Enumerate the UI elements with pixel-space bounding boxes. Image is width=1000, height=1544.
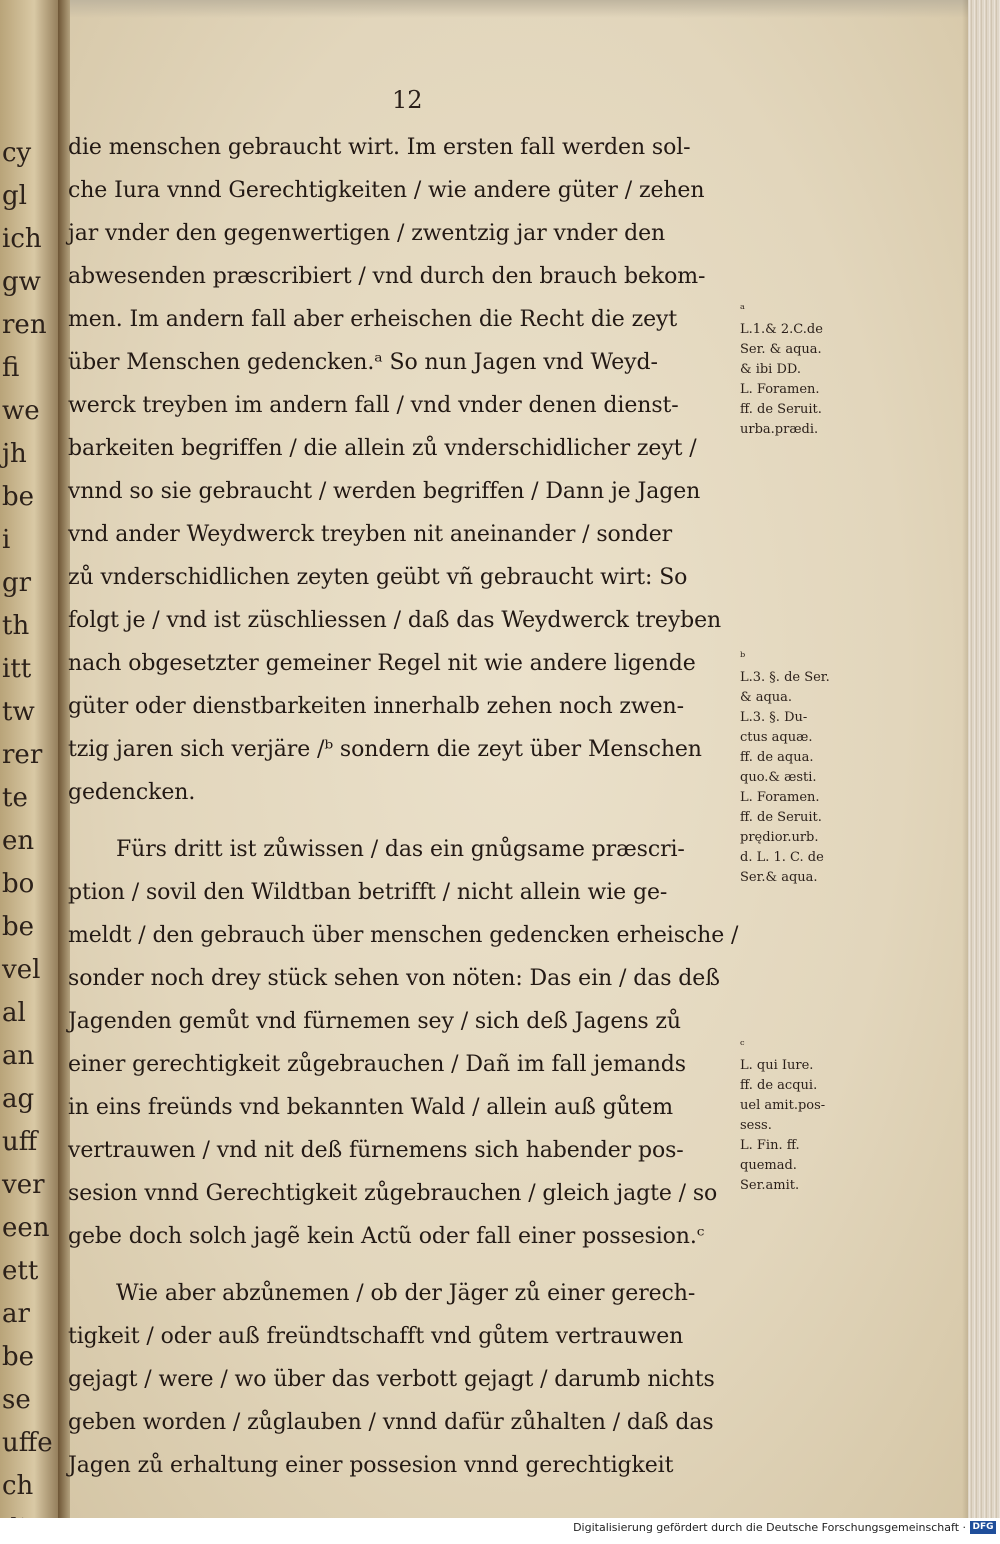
previous-page-edge xyxy=(0,0,62,1518)
previous-page-fragment: al xyxy=(2,998,26,1028)
text-line: Fürs dritt ist zůwissen / das ein gnůgsame præscri- xyxy=(116,837,685,862)
margin-citation-line: ᵃ xyxy=(740,302,746,317)
margin-citation-line: & ibi DD. xyxy=(740,362,801,377)
text-line: in eins freünds vnd bekannten Wald / allein auß gůtem xyxy=(68,1095,674,1120)
margin-citation-line: ff. de aqua. xyxy=(740,750,814,765)
previous-page-fragment: jh xyxy=(2,439,27,469)
margin-citation xyxy=(740,648,850,888)
text-line: jar vnder den gegenwertigen / zwentzig jar vnder den xyxy=(68,221,666,246)
funding-credit: Digitalisierung gefördert durch die Deutsche Forschungsgemeinschaft · xyxy=(573,1521,966,1534)
text-line: Jagen zů erhaltung einer possesion vnnd gerechtigkeit xyxy=(68,1453,674,1478)
previous-page-fragment: rer xyxy=(2,740,43,770)
margin-citation-line: ff. de Seruit. xyxy=(740,402,822,417)
text-line: tigkeit / oder auß freündtschafft vnd gůtem vertrauwen xyxy=(68,1324,684,1349)
margin-citation-line: Ser. & aqua. xyxy=(740,342,822,357)
margin-citation-line: L. Fin. ff. xyxy=(740,1138,800,1153)
previous-page-fragment: tw xyxy=(2,697,35,727)
text-line: men. Im andern fall aber erheischen die Recht die zeyt xyxy=(68,307,678,332)
margin-citation-line: sess. xyxy=(740,1118,772,1133)
margin-citation-line: L. Foramen. xyxy=(740,382,820,397)
text-line: nach obgesetzter gemeiner Regel nit wie andere ligende xyxy=(68,651,696,676)
previous-page-fragment: th xyxy=(2,611,30,641)
previous-page-fragment: gr xyxy=(2,568,32,598)
body-text xyxy=(68,126,738,1487)
previous-page-fragment: fi xyxy=(2,353,20,383)
margin-citation xyxy=(740,300,850,440)
text-line: meldt / den gebrauch über menschen gedencken erheische / xyxy=(68,923,739,948)
page-block-edge xyxy=(968,0,1000,1518)
margin-citation-line: L. qui Iure. xyxy=(740,1058,814,1073)
previous-page-fragment: be xyxy=(2,912,35,942)
dfg-logo-icon: DFG xyxy=(970,1521,996,1534)
digitization-footer xyxy=(0,1518,1000,1538)
margin-citation-line: ctus aquæ. xyxy=(740,730,813,745)
margin-citation-line: ff. de acqui. xyxy=(740,1078,818,1093)
text-line: gebe doch solch jagẽ kein Actũ oder fall einer possesion.ᶜ xyxy=(68,1224,705,1249)
text-line: zů vnderschidlichen zeyten geübt vñ gebraucht wirt: So xyxy=(68,565,688,590)
previous-page-fragment: een xyxy=(2,1213,50,1243)
margin-citation-line: Ser.& aqua. xyxy=(740,870,818,885)
previous-page-fragment: we xyxy=(2,396,40,426)
text-line: einer gerechtigkeit zůgebrauchen / Dañ im fall jemands xyxy=(68,1052,686,1077)
text-line: gejagt / were / wo über das verbott gejagt / darumb nichts xyxy=(68,1367,715,1392)
text-line: folgt je / vnd ist züschliessen / daß das Weydwerck treyben xyxy=(68,608,722,633)
text-line: güter oder dienstbarkeiten innerhalb zehen noch zwen- xyxy=(68,694,684,719)
text-line: Jagenden gemůt vnd fürnemen sey / sich deß Jagens zů xyxy=(68,1009,681,1034)
margin-citation-line: quemad. xyxy=(740,1158,797,1173)
previous-page-fragment: vel xyxy=(2,955,41,985)
margin-citation-line: quo.& æsti. xyxy=(740,770,817,785)
margin-citation-line: L.3. §. Du- xyxy=(740,710,808,725)
text-line: werck treyben im andern fall / vnd vnder denen dienst- xyxy=(68,393,679,418)
text-line: sonder noch drey stück sehen von nöten: Das ein / das deß xyxy=(68,966,720,991)
previous-page-fragment: be xyxy=(2,1342,35,1372)
text-line: gedencken. xyxy=(68,780,196,805)
text-line: die menschen gebraucht wirt. Im ersten fall werden sol- xyxy=(68,135,691,160)
previous-page-fragment: itt xyxy=(2,654,32,684)
margin-citation-line: L.3. §. de Ser. xyxy=(740,670,830,685)
page-top-shadow xyxy=(70,0,1000,18)
previous-page-fragment: ett xyxy=(2,1256,39,1286)
text-line: vnd ander Weydwerck treyben nit aneinander / sonder xyxy=(68,522,673,547)
margin-citation-line: ff. de Seruit. xyxy=(740,810,822,825)
margin-citation-line: L.1.& 2.C.de xyxy=(740,322,823,337)
previous-page-fragment: ich xyxy=(2,224,42,254)
previous-page-fragment: be xyxy=(2,482,35,512)
text-line: barkeiten begriffen / die allein zů vnderschidlicher zeyt / xyxy=(68,436,697,461)
previous-page-fragment: te xyxy=(2,783,28,813)
margin-citation-line: uel amit.pos- xyxy=(740,1098,826,1113)
margin-citation-line: ᶜ xyxy=(740,1038,745,1053)
text-line: sesion vnnd Gerechtigkeit zůgebrauchen / gleich jagte / so xyxy=(68,1181,718,1206)
text-line: geben worden / zůglauben / vnnd dafür zůhalten / daß das xyxy=(68,1410,714,1435)
margin-citation-line: urba.prædi. xyxy=(740,422,819,437)
previous-page-fragment: se xyxy=(2,1385,31,1415)
margin-citation-line: Ser.amit. xyxy=(740,1178,800,1193)
previous-page-fragment: gl xyxy=(2,181,27,211)
previous-page-fragment: an xyxy=(2,1041,35,1071)
page-number: 12 xyxy=(392,86,423,114)
previous-page-fragment: ar xyxy=(2,1299,30,1329)
text-line: abwesenden præscribiert / vnd durch den brauch bekom- xyxy=(68,264,706,289)
previous-page-fragment: ren xyxy=(2,310,47,340)
previous-page-fragment: uffe xyxy=(2,1428,53,1458)
margin-citation-line: L. Foramen. xyxy=(740,790,820,805)
text-line: tzig jaren sich verjäre /ᵇ sondern die zeyt über Menschen xyxy=(68,737,702,762)
margin-citation-line: & aqua. xyxy=(740,690,793,705)
previous-page-fragment: bo xyxy=(2,869,35,899)
text-line: che Iura vnnd Gerechtigkeiten / wie andere güter / zehen xyxy=(68,178,705,203)
previous-page-fragment: i xyxy=(2,525,11,555)
previous-page-fragment: ver xyxy=(2,1170,45,1200)
text-line: ption / sovil den Wildtban betrifft / nicht allein wie ge- xyxy=(68,880,668,905)
text-line: Wie aber abzůnemen / ob der Jäger zů einer gerech- xyxy=(116,1281,696,1306)
previous-page-fragment: uff xyxy=(2,1127,38,1157)
previous-page-fragment: cy xyxy=(2,138,32,168)
margin-citation-line: prędior.urb. xyxy=(740,830,819,845)
text-line: vnnd so sie gebraucht / werden begriffen / Dann je Jagen xyxy=(68,479,701,504)
margin-citation xyxy=(740,1036,850,1196)
margin-citation-line: ᵇ xyxy=(740,650,746,665)
previous-page-fragment: gw xyxy=(2,267,41,297)
text-line: vertrauwen / vnd nit deß fürnemens sich habender pos- xyxy=(68,1138,684,1163)
previous-page-fragment: ch xyxy=(2,1471,34,1501)
margin-citation-line: d. L. 1. C. de xyxy=(740,850,824,865)
text-line: über Menschen gedencken.ᵃ So nun Jagen vnd Weyd- xyxy=(68,350,658,375)
previous-page-fragment: en xyxy=(2,826,35,856)
previous-page-fragment: ag xyxy=(2,1084,35,1114)
